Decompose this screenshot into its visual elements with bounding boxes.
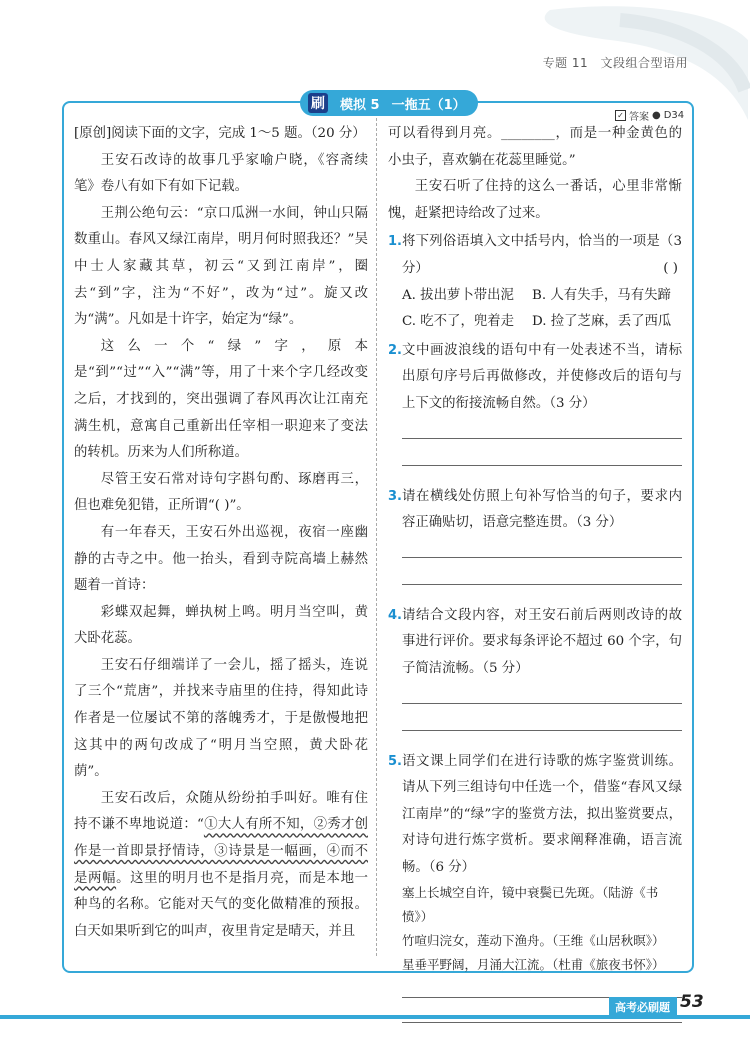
option-a[interactable]: A. 拔出萝卜带出泥 — [402, 287, 514, 303]
passage-paragraph: 尽管王安石常对诗句字斟句酌、琢磨再三，但也难免犯错，正所谓“( )”。 — [74, 471, 368, 514]
options-list — [388, 283, 682, 336]
answer-line[interactable] — [402, 703, 682, 704]
passage-paragraph: 这么一个“绿”字，原本是“到”“过”“入”“满”等，用了十来个字几经改变之后，才找到的，突出强调了春风再次让江南充满生机，意寓自己重新出任宰相一职迎来了变法的转机。历来为人们所称道。 — [74, 338, 368, 461]
answer-label: 答案 — [629, 112, 649, 123]
passage-paragraph: 王荆公绝句云：“京口瓜洲一水间，钟山只隔数重山。春风又绿江南岸，明月何时照我还？”吴中士人家藏其草，初云“又到江南岸”，圈去“到”字，注为“不好”，改为“过”。旋又改为“满”。凡如是十许字，始定为“绿”。 — [74, 205, 368, 328]
answer-line[interactable] — [402, 438, 682, 439]
passage-continuation: 可以看得到月亮。________，而是一种金黄色的小虫子，喜欢躺在花蕊里睡觉。” — [388, 126, 682, 168]
answer-line[interactable] — [402, 465, 682, 466]
question-4 — [388, 603, 682, 683]
question-text: 文中画波浪线的语句中有一处表述不当，请标出原句序号后再做修改，并使修改后的语句与上下文的衔接流畅自然。（3 分） — [402, 342, 682, 411]
wavy-underlined-sentence: ①大人有所不知，②秀才创作是一首即景抒情诗，③诗景是一幅画，④而不是两幅 — [74, 817, 368, 886]
badge-subtitle: 一拖五（1） — [391, 97, 466, 113]
footer-bar — [0, 1015, 750, 1019]
chapter-header — [535, 54, 688, 71]
option-b[interactable]: B. 人有失手，马有失蹄 — [532, 287, 671, 303]
question-number: 4. — [388, 607, 402, 623]
question-3 — [388, 484, 682, 537]
question-1 — [388, 229, 682, 282]
answer-line[interactable] — [402, 730, 682, 731]
question-text: 请结合文段内容，对王安石前后两则改诗的故事进行评价。要求每条评论不超过 60 个字，句子简洁流畅。（5 分） — [402, 607, 682, 676]
passage-paragraph — [74, 786, 368, 946]
question-2 — [388, 338, 682, 418]
question-number: 1. — [388, 234, 402, 250]
section-title: 文段组合型语用 — [600, 56, 688, 70]
question-number: 5. — [388, 753, 402, 769]
poem-quote: 竹喧归浣女，莲动下渔舟。（王维《山居秋暝》） — [402, 933, 665, 949]
question-text: 将下列俗语填入文中括号内，恰当的一项是（3 分） — [402, 234, 682, 276]
option-c[interactable]: C. 吃不了，兜着走 — [402, 314, 515, 330]
passage-paragraph: 王安石听了住持的这么一番话，心里非常惭愧，赶紧把诗给改了过来。 — [388, 179, 682, 221]
page-number: 53 — [680, 992, 704, 1012]
footer-label: 高考必刷题 — [615, 1001, 670, 1014]
topic-number: 专题 11 — [542, 56, 589, 70]
poem-text: 彩蝶双起舞，蝉执树上鸣。明月当空叫，黄犬卧花蕊。 — [74, 604, 368, 647]
passage-text: 。这里的明月也不是指月亮，而是本地一种鸟的名称。它能对天气的变化做精准的预报。白天如果听到它的叫声，夜里肯定是晴天，并且 — [74, 870, 369, 939]
passage-paragraph: 王安石改诗的故事几乎家喻户晓，《容斋续笔》卷八有如下有如下记载。 — [74, 152, 368, 195]
question-text: 请在横线处仿照上句补写恰当的句子，要求内容正确贴切，语意完整连贯。（3 分） — [402, 488, 682, 531]
passage-text: 王安石改后，众随从纷纷拍手叫好。唯有住持不谦不卑地说道：“ — [74, 790, 368, 833]
answer-page: D34 — [663, 110, 685, 121]
check-icon: ✓ — [615, 110, 626, 121]
circle-icon: ● — [652, 110, 661, 121]
question-5 — [388, 749, 682, 882]
exercise-badge — [300, 90, 478, 116]
passage-paragraph: 王安石仔细端详了一会儿，摇了摇头，连说了三个“荒唐”，并找来寺庙里的住持，得知此诗作者是一位屡试不第的落魄秀才，于是傲慢地把这其中的两句改成了“明月当空照，黄犬卧花荫”。 — [74, 657, 368, 780]
passage-paragraph: 有一年春天，王安石外出巡视，夜宿一座幽静的古寺之中。他一抬头，看到寺院高墙上赫然题着一首诗： — [74, 524, 368, 594]
question-number: 3. — [388, 488, 402, 504]
question-text: 语文课上同学们在进行诗歌的炼字鉴赏训练。请从下列三组诗句中任选一个，借鉴“春风又绿江南岸”的“绿”字的鉴赏方法，拟出鉴赏要点，对诗句进行炼字赏析。要求阐释准确，语言流畅。（6 分） — [402, 753, 682, 875]
questions-column — [388, 121, 682, 1023]
answer-line[interactable] — [402, 557, 682, 558]
column-divider — [376, 118, 377, 956]
badge-title: 模拟 5 — [340, 97, 380, 113]
answer-line[interactable] — [402, 1022, 682, 1023]
answer-line[interactable] — [402, 584, 682, 585]
question-number: 2. — [388, 342, 402, 358]
option-d[interactable]: D. 捡了芝麻，丢了西瓜 — [532, 314, 672, 330]
brush-icon: 刷 — [308, 93, 328, 113]
answer-parentheses[interactable]: ( ) — [663, 260, 678, 276]
passage-column — [74, 121, 368, 945]
poem-quote: 星垂平野阔，月涌大江流。（杜甫《旅夜书怀》） — [402, 957, 665, 973]
passage-intro: [原创]阅读下面的文字，完成 1～5 题。（20 分） — [74, 126, 366, 141]
poem-quote: 塞上长城空自许，镜中衰鬓已先斑。（陆游《书愤》） — [402, 885, 659, 925]
